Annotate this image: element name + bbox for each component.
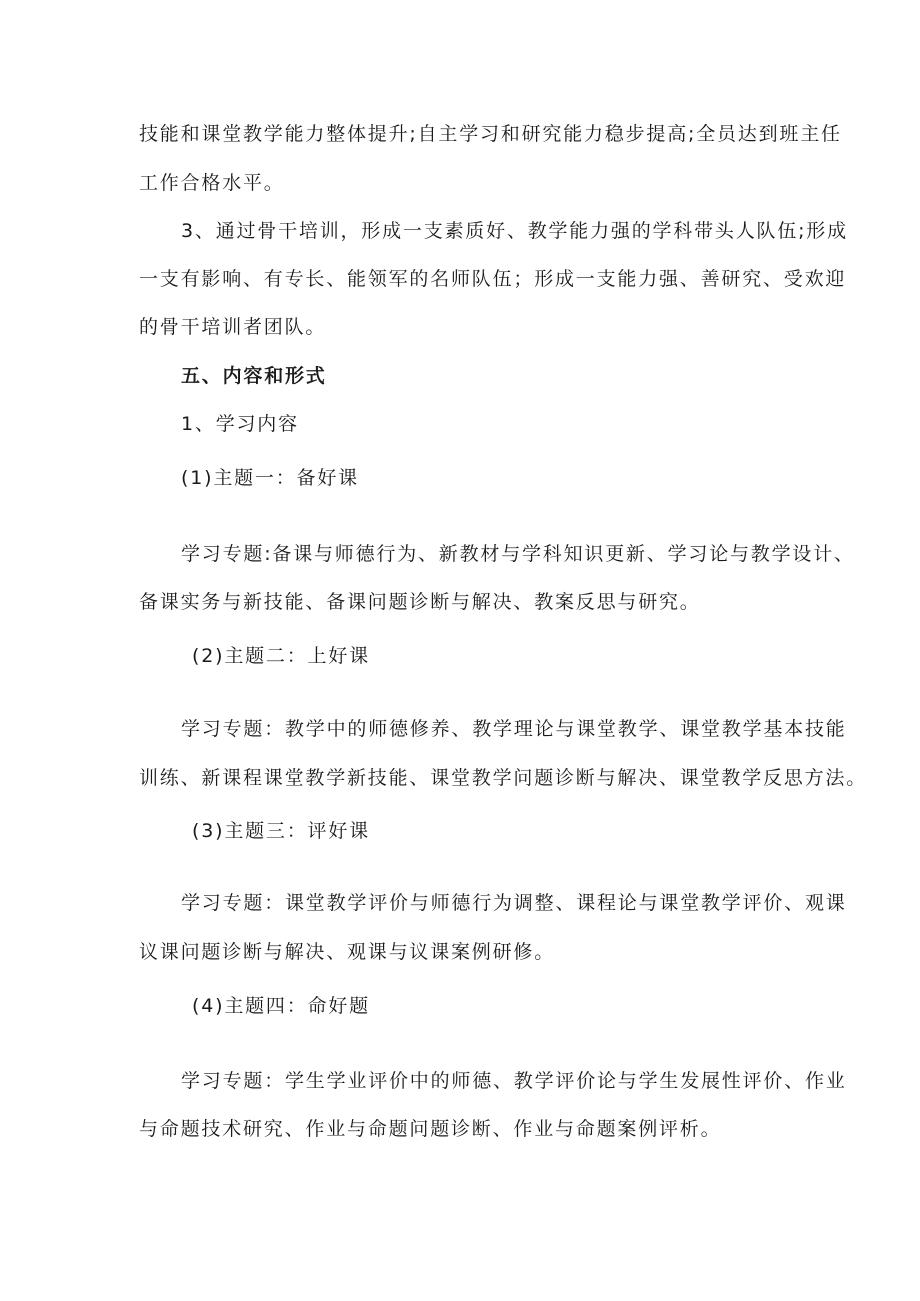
theme-topics-line: 备课实务与新技能、备课问题诊断与解决、教案反思与研究。 [139, 591, 701, 613]
theme-topics-line: 学习专题:备课与师德行为、新教材与学科知识更新、学习论与教学设计、 [181, 543, 855, 565]
subsection-title: 1、学习内容 [181, 413, 299, 435]
theme-title: (2)主题二：上好课 [192, 645, 370, 667]
theme-title: (4)主题四：命好题 [192, 995, 370, 1017]
paragraph-line: 工作合格水平。 [139, 172, 285, 194]
theme-title: (3)主题三：评好课 [192, 820, 370, 842]
theme-topics-line: 学习专题：课堂教学评价与师德行为调整、课程论与课堂教学评价、观课 [181, 892, 847, 914]
section-heading: 五、内容和形式 [181, 365, 327, 387]
theme-topics-line: 与命题技术研究、作业与命题问题诊断、作业与命题案例评析。 [139, 1118, 722, 1140]
theme-topics-line: 学习专题：教学中的师德修养、教学理论与课堂教学、课堂教学基本技能 [181, 718, 847, 740]
theme-topics-line: 议课问题诊断与解决、观课与议课案例研修。 [139, 941, 556, 963]
paragraph-line: 的骨干培训者团队。 [139, 316, 327, 338]
theme-topics-line: 学习专题：学生学业评价中的师德、教学评价论与学生发展性评价、作业 [181, 1070, 847, 1092]
theme-topics-line: 训练、新课程课堂教学新技能、课堂教学问题诊断与解决、课堂教学反思方法。 [139, 767, 868, 789]
paragraph-line: 一支有影响、有专长、能领军的名师队伍；形成一支能力强、善研究、受欢迎 [139, 268, 847, 290]
theme-title: (1)主题一：备好课 [181, 467, 359, 489]
paragraph-line: 3、通过骨干培训，形成一支素质好、教学能力强的学科带头人队伍;形成 [181, 220, 848, 242]
paragraph-line: 技能和课堂教学能力整体提升;自主学习和研究能力稳步提高;全员达到班主任 [139, 123, 842, 145]
